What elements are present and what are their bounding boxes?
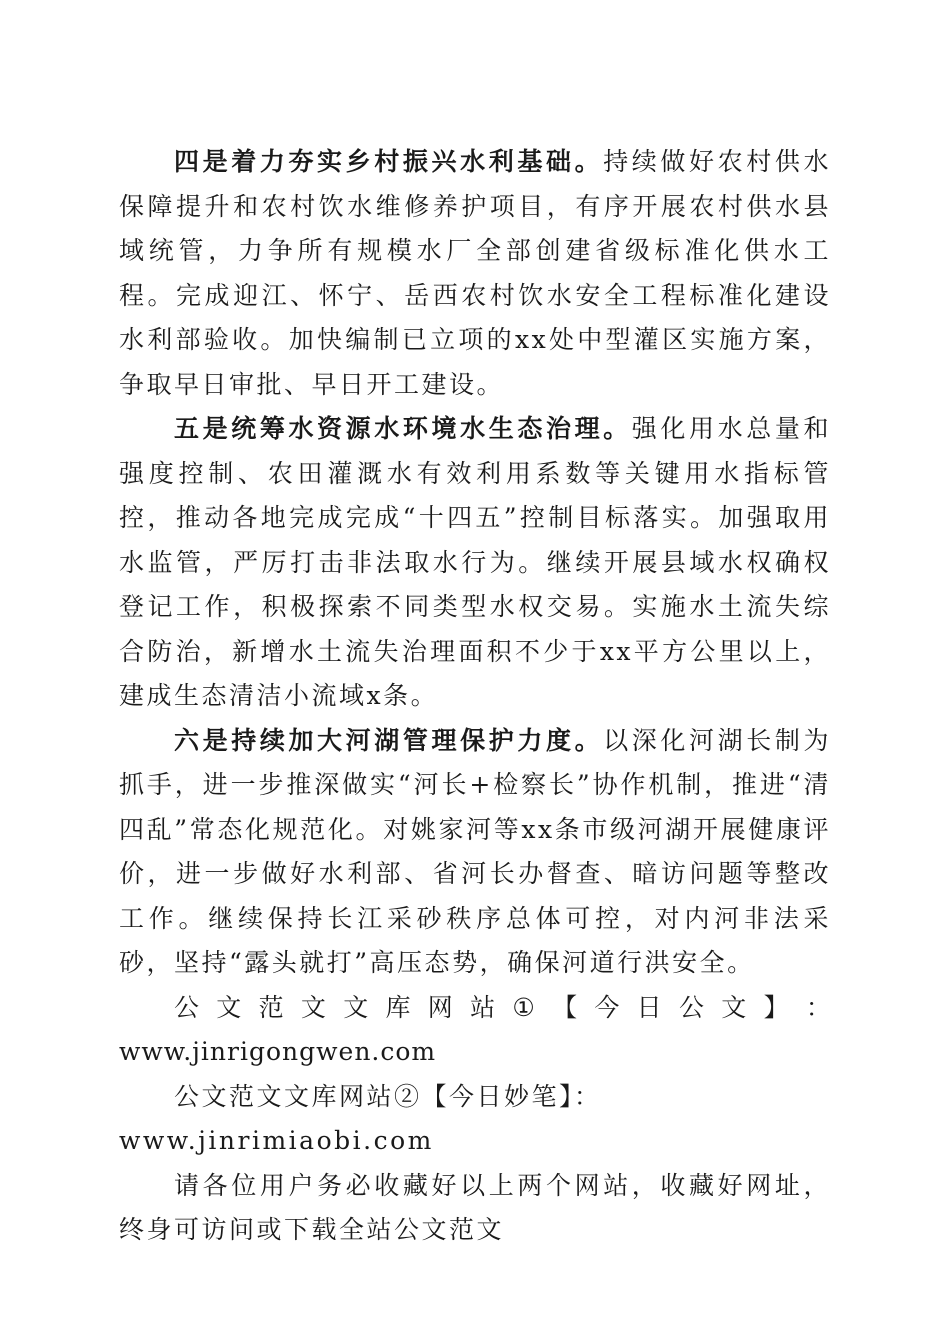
website-1-label-char: 库 xyxy=(385,992,411,1022)
website-1-label-char: 日 xyxy=(636,992,662,1022)
website-1-label-char: 公 xyxy=(174,992,200,1022)
website-1-label-char: 文 xyxy=(216,992,242,1022)
paragraph-rural-water xyxy=(119,140,831,407)
paragraph-lead: 四是着力夯实乡村振兴水利基础。 xyxy=(174,147,604,176)
website-1-label-char: 公 xyxy=(678,992,704,1022)
website-1-label-char: 【 xyxy=(552,992,578,1022)
website-1-url[interactable]: www.jinrigongwen.com xyxy=(119,1037,437,1066)
website-1-label-char: 文 xyxy=(721,992,747,1022)
website-1-label-char: 今 xyxy=(594,992,620,1022)
document-body xyxy=(119,140,831,1253)
website-1-label-char: 站 xyxy=(470,992,496,1022)
website-1-label-char: 文 xyxy=(300,992,326,1022)
website-1-label-char: 网 xyxy=(427,992,453,1022)
website-1-label-char: ： xyxy=(805,992,831,1022)
website-2-line[interactable]: 公文范文文库网站②【今日妙笔】：www.jinrimiaobi.com xyxy=(119,1081,602,1155)
website-1-label-char: 】 xyxy=(763,992,789,1022)
website-1-label xyxy=(119,986,831,1031)
paragraph-body: 以深化河湖长制为抓手，进一步推深做实“河长+检察长”协作机制，推进“清四乱”常态化规范化。对姚家河等xx条市级河湖开展健康评价，进一步做好水利部、省河长办督查、暗访问题等整改工作。继续保持长江采砂秩序总体可控，对内河非法采砂，坚持“露头就打”高压态势，确保河道行洪安全。 xyxy=(119,725,831,977)
bookmark-notice: 请各位用户务必收藏好以上两个网站，收藏好网址，终身可访问或下载全站公文范文 xyxy=(119,1170,831,1244)
paragraph-lead: 六是持续加大河湖管理保护力度。 xyxy=(174,725,604,755)
website-1-label-char: 文 xyxy=(343,992,369,1022)
paragraph-body: 持续做好农村供水保障提升和农村饮水维修养护项目，有序开展农村供水县域统管，力争所有规模水厂全部创建省级标准化供水工程。完成迎江、怀宁、岳西农村饮水安全工程标准化建设水利部验收。加快编制已立项的xx处中型灌区实施方案，争取早日审批、早日开工建设。 xyxy=(119,147,831,399)
paragraph-body: 强化用水总量和强度控制、农田灌溉水有效利用系数等关键用水指标管控，推动各地完成完成“十四五”控制目标落实。加强取用水监管，严厉打击非法取水行为。继续开展县域水权确权登记工作，积极探索不同类型水权交易。实施水土流失综合防治，新增水土流失治理面积不少于xx平方公里以上，建成生态清洁小流域x条。 xyxy=(119,414,831,710)
paragraph-lead: 五是统筹水资源水环境水生态治理。 xyxy=(174,414,632,443)
paragraph-river-lake xyxy=(119,719,831,986)
website-1-label-char: 范 xyxy=(258,992,284,1022)
website-1-label-char: ① xyxy=(512,992,535,1022)
paragraph-water-resources xyxy=(119,407,831,719)
